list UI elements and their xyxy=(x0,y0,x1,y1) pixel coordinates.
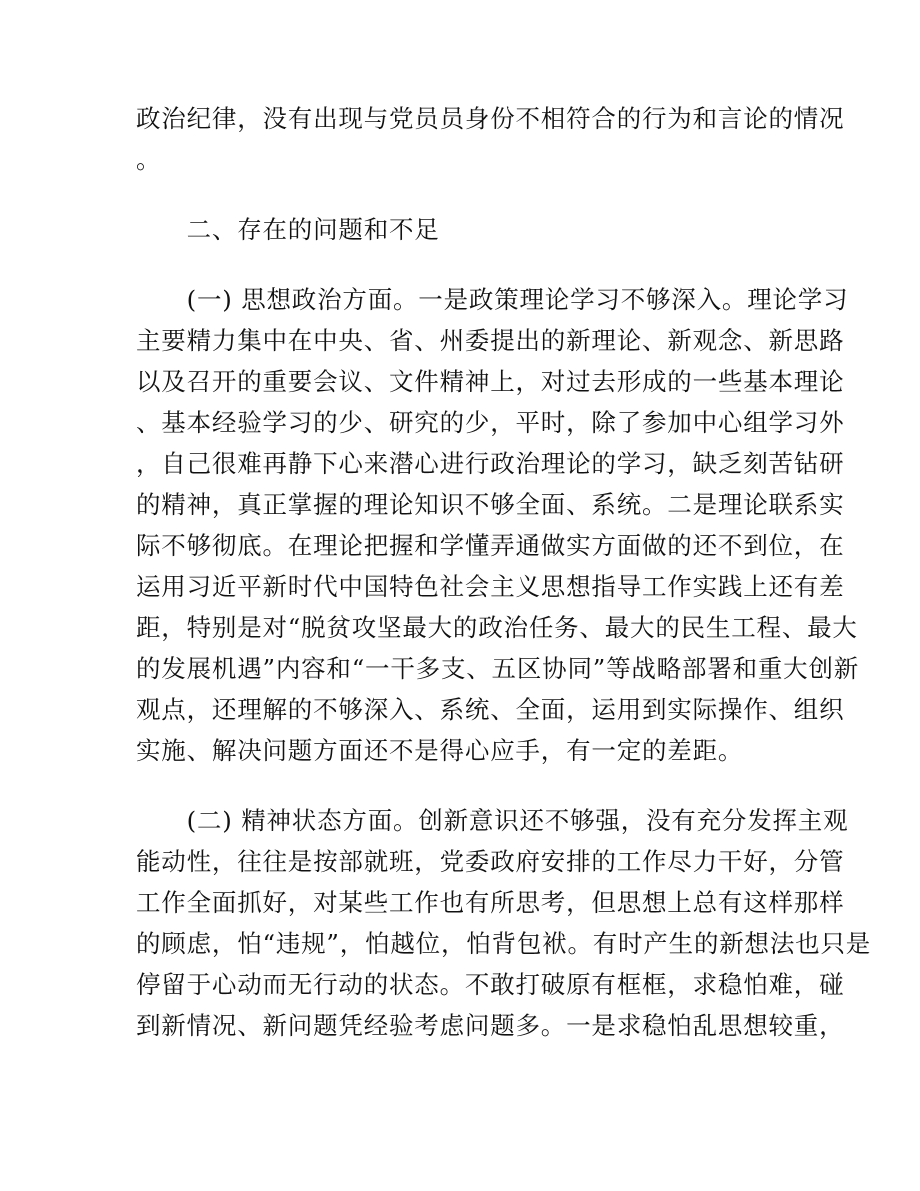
text-line: 到新情况、新问题凭经验考虑问题多。一是求稳怕乱思想较重， xyxy=(136,1011,845,1040)
text-line: 实施、解决问题方面还不是得心应手，有一定的差距。 xyxy=(136,736,744,765)
text-line: 际不够彻底。在理论把握和学懂弄通做实方面做的还不到位，在 xyxy=(136,531,845,560)
text-line: (二) 精神状态方面。创新意识还不够强，没有充分发挥主观 xyxy=(136,806,849,835)
text-line: 、基本经验学习的少、研究的少，平时，除了参加中心组学习外 xyxy=(136,408,845,437)
text-line: 的发展机遇”内容和“一干多支、五区协同”等战略部署和重大创新 xyxy=(136,654,860,683)
paragraph-ideology xyxy=(136,279,860,771)
paragraph-spacer xyxy=(136,180,784,209)
text-line: 的精神，真正掌握的理论知识不够全面、系统。二是理论联系实 xyxy=(136,490,845,519)
text-line: 。 xyxy=(136,145,162,174)
paragraph-spirit xyxy=(136,800,872,1046)
text-line: 二、存在的问题和不足 xyxy=(136,215,440,244)
text-line: 能动性，往往是按部就班，党委政府安排的工作尽力干好，分管 xyxy=(136,847,845,876)
text-line: (一) 思想政治方面。一是政策理论学习不够深入。理论学习 xyxy=(136,285,849,314)
text-line: 政治纪律，没有出现与党员员身份不相符合的行为和言论的情况 xyxy=(136,104,845,133)
document-page xyxy=(136,98,872,1046)
text-line: 主要精力集中在中央、省、州委提出的新理论、新观念、新思路 xyxy=(136,326,845,355)
text-line: 工作全面抓好，对某些工作也有所思考，但思想上总有这样那样 xyxy=(136,888,845,917)
text-line: 观点，还理解的不够深入、系统、全面，运用到实际操作、组织 xyxy=(136,695,845,724)
paragraph-spacer xyxy=(136,771,784,800)
text-line: 以及召开的重要会议、文件精神上，对过去形成的一些基本理论 xyxy=(136,367,845,396)
paragraph-spacer xyxy=(136,250,784,279)
text-line: 距，特别是对“脱贫攻坚最大的政治任务、最大的民生工程、最大 xyxy=(136,613,858,642)
text-line: 停留于心动而无行动的状态。不敢打破原有框框，求稳怕难，碰 xyxy=(136,970,845,999)
section-heading xyxy=(136,209,784,250)
paragraph-continuation xyxy=(136,98,845,180)
text-line: ，自己很难再静下心来潜心进行政治理论的学习，缺乏刻苦钻研 xyxy=(136,449,845,478)
text-line: 运用习近平新时代中国特色社会主义思想指导工作实践上还有差 xyxy=(136,572,845,601)
text-line: 的顾虑，怕“违规”，怕越位，怕背包袱。有时产生的新想法也只是 xyxy=(136,929,872,958)
